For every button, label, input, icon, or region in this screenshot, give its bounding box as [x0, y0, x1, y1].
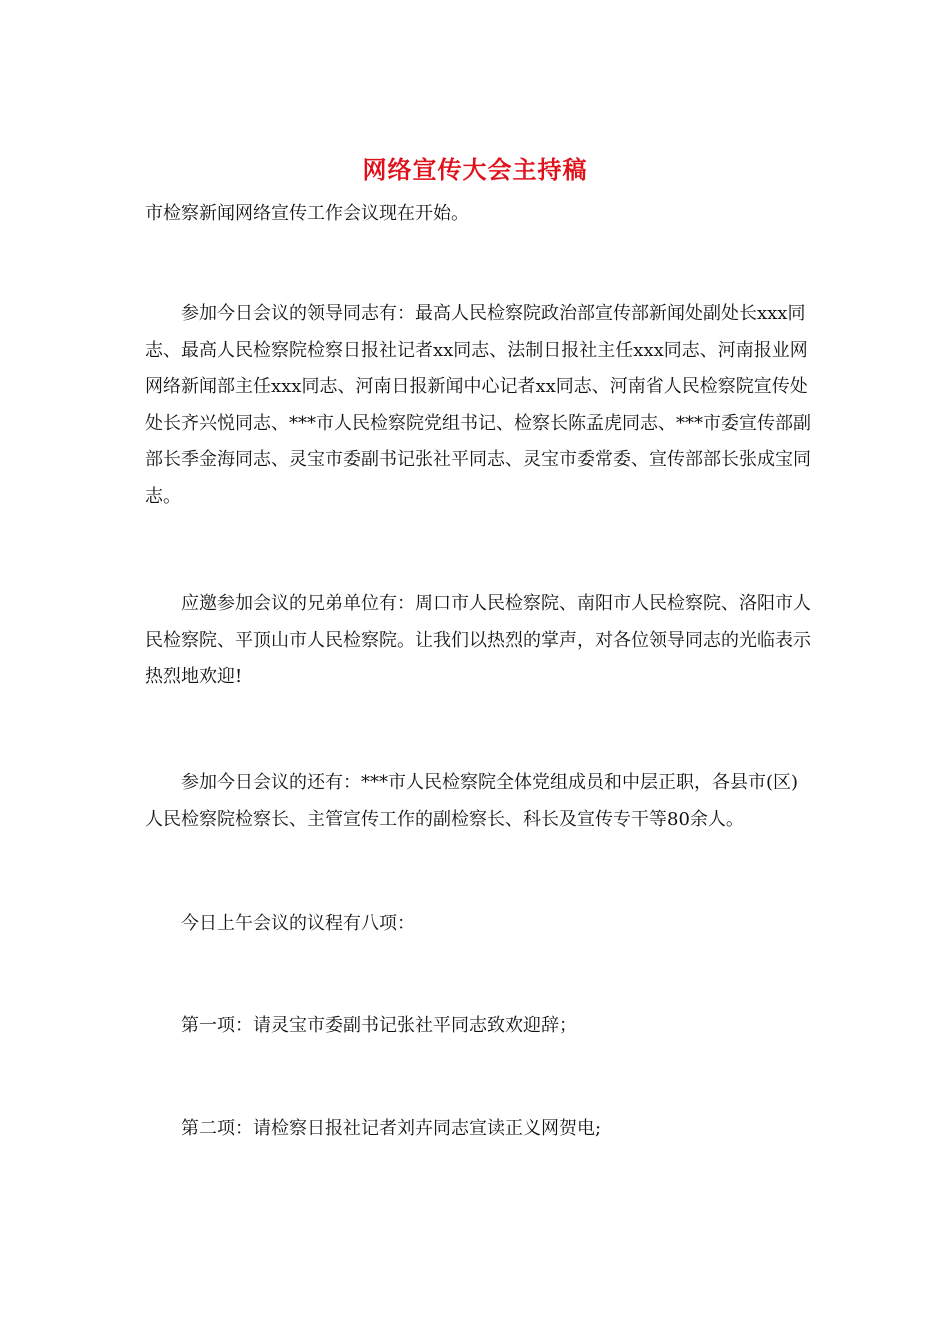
document-title: 网络宣传大会主持稿: [362, 155, 588, 184]
opening-paragraph: 市检察新闻网络宣传工作会议现在开始。: [145, 203, 469, 224]
agenda-item-1: 第一项：请灵宝市委副书记张社平同志致欢迎辞；: [181, 1015, 577, 1036]
agenda-intro-paragraph: 今日上午会议的议程有八项：: [181, 913, 415, 934]
guest-units-paragraph: 应邀参加会议的兄弟单位有：周口市人民检察院、南阳市人民检察院、洛阳市人民检察院、平顶山市人民检察院。让我们以热烈的掌声，对各位领导同志的光临表示热烈地欢迎!: [145, 593, 811, 687]
attendees-paragraph: 参加今日会议的还有：***市人民检察院全体党组成员和中层正职，各县市(区)人民检察院检察长、主管宣传工作的副检察长、科长及宣传专干等80余人。: [145, 772, 799, 830]
leaders-paragraph: 参加今日会议的领导同志有：最高人民检察院政治部宣传部新闻处副处长xxx同志、最高人民检察院检察日报社记者xx同志、法制日报社主任xxx同志、河南报业网网络新闻部主任xxx同志、河南日报新闻中心记者xx同志、河南省人民检察院宣传处处长齐兴悦同志、***市人民检察院党组书记、检察长陈孟虎同志、***市委宣传部副部长季金海同志、灵宝市委副书记张社平同志、灵宝市委常委、宣传部部长张成宝同志。: [145, 303, 811, 507]
agenda-item-2: 第二项：请检察日报社记者刘卉同志宣读正义网贺电;: [181, 1118, 602, 1139]
